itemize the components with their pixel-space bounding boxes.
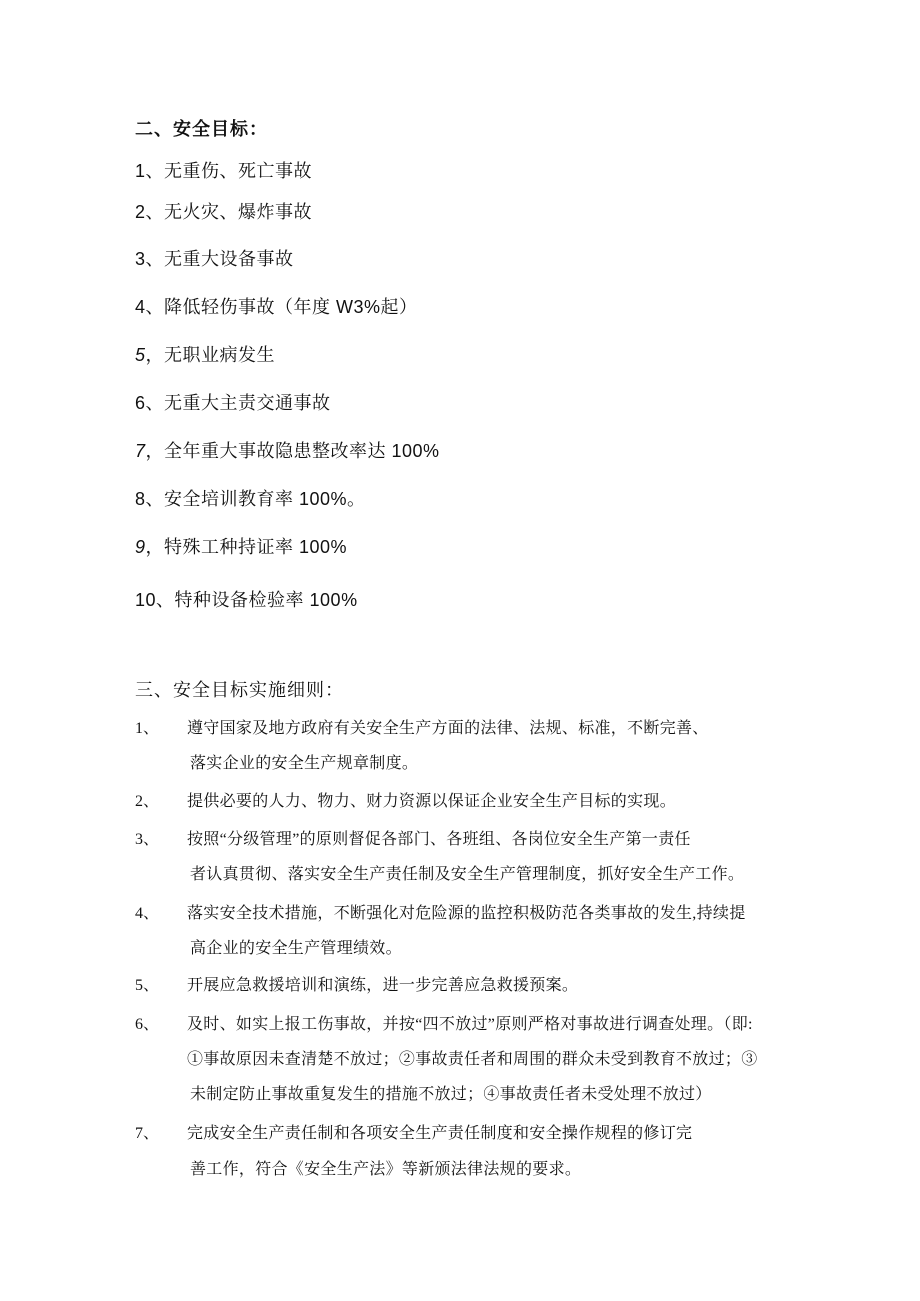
rule-text-line: 高企业的安全生产管理绩效。	[190, 940, 402, 957]
goal-text: 无重大主责交通事故	[164, 393, 331, 413]
goal-text: 特殊工种持证率 100%	[164, 537, 348, 557]
rule-text-line: 完成安全生产责任制和各项安全生产责任制度和安全操作规程的修订完	[187, 1125, 693, 1142]
goal-number: 4	[135, 297, 146, 317]
goal-separator: 、	[145, 249, 165, 269]
goal-text: 特种设备检验率 100%	[174, 590, 358, 610]
rule-text-line: 开展应急救援培训和演练，进一步完善应急救援预案。	[187, 977, 579, 994]
goal-text: 无重伤、死亡事故	[164, 161, 313, 181]
goal-item	[135, 533, 347, 559]
rule-text-line: 未制定防止事故重复发生的措施不放过；④事故责任者未受处理不放过）	[190, 1086, 712, 1103]
goal-text: 全年重大事故隐患整改率达 100%	[164, 441, 440, 461]
rule-text-line: 善工作，符合《安全生产法》等新颁法律法规的要求。	[190, 1161, 582, 1178]
goal-number: 7	[135, 441, 146, 461]
goal-separator: 、	[145, 489, 165, 509]
rule-text-line: 及时、如实上报工伤事故，并按“四不放过”原则严格对事故进行调查处理。（即:	[187, 1016, 753, 1033]
goal-number: 2	[135, 202, 146, 222]
goal-item	[135, 293, 418, 319]
rule-text-line: ①事故原因未查清楚不放过；②事故责任者和周围的群众未受到教育不放过；③	[187, 1051, 758, 1068]
rule-number: 6、	[135, 1016, 160, 1033]
goal-text: 无职业病发生	[164, 345, 276, 365]
goal-number: 6	[135, 393, 146, 413]
goal-number: 10	[135, 590, 157, 610]
goal-separator: 、	[145, 161, 165, 181]
rule-text-line: 遵守国家及地方政府有关安全生产方面的法律、法规、标准，不断完善、	[187, 720, 709, 737]
rule-text-line: 者认真贯彻、落实安全生产责任制及安全生产管理制度，抓好安全生产工作。	[190, 866, 745, 883]
goal-item	[135, 245, 294, 271]
goal-text: 降低轻伤事故（年度 W3%起）	[164, 297, 418, 317]
goal-item	[135, 586, 358, 612]
goal-number: 8	[135, 489, 146, 509]
goal-separator: ，	[145, 345, 165, 365]
goal-item	[135, 389, 331, 415]
goal-number: 3	[135, 249, 146, 269]
section-heading-implementation-rules: 三、安全目标实施细则：	[135, 680, 344, 700]
rule-number: 1、	[135, 720, 160, 737]
goal-text: 无火灾、爆炸事故	[164, 202, 313, 222]
rule-text-line: 落实安全技术措施，不断强化对危险源的监控积极防范各类事故的发生,持续提	[187, 905, 746, 922]
rule-text-line: 按照“分级管理”的原则督促各部门、各班组、各岗位安全生产第一责任	[187, 831, 691, 848]
goal-item	[135, 157, 312, 183]
goal-separator: 、	[145, 393, 165, 413]
goal-separator: ，	[145, 441, 165, 461]
goal-text: 无重大设备事故	[164, 249, 294, 269]
goal-separator: 、	[145, 202, 165, 222]
goal-item	[135, 437, 440, 463]
rule-number: 2、	[135, 793, 160, 810]
rule-number: 4、	[135, 905, 160, 922]
goal-separator: 、	[145, 297, 165, 317]
goal-item	[135, 198, 312, 224]
goal-text: 安全培训教育率 100%。	[164, 489, 366, 509]
rule-number: 7、	[135, 1125, 160, 1142]
rule-number: 5、	[135, 977, 160, 994]
goal-item	[135, 341, 275, 367]
goal-number: 1	[135, 161, 146, 181]
section-heading-safety-goals: 二、安全目标：	[135, 119, 268, 139]
rule-text-line: 落实企业的安全生产规章制度。	[190, 755, 419, 772]
goal-item	[135, 485, 366, 511]
goal-separator: ，	[145, 537, 165, 557]
rule-number: 3、	[135, 831, 160, 848]
goal-number: 5	[135, 345, 146, 365]
goal-separator: 、	[156, 590, 175, 610]
rule-text-line: 提供必要的人力、物力、财力资源以保证企业安全生产目标的实现。	[187, 793, 677, 810]
goal-number: 9	[135, 537, 146, 557]
